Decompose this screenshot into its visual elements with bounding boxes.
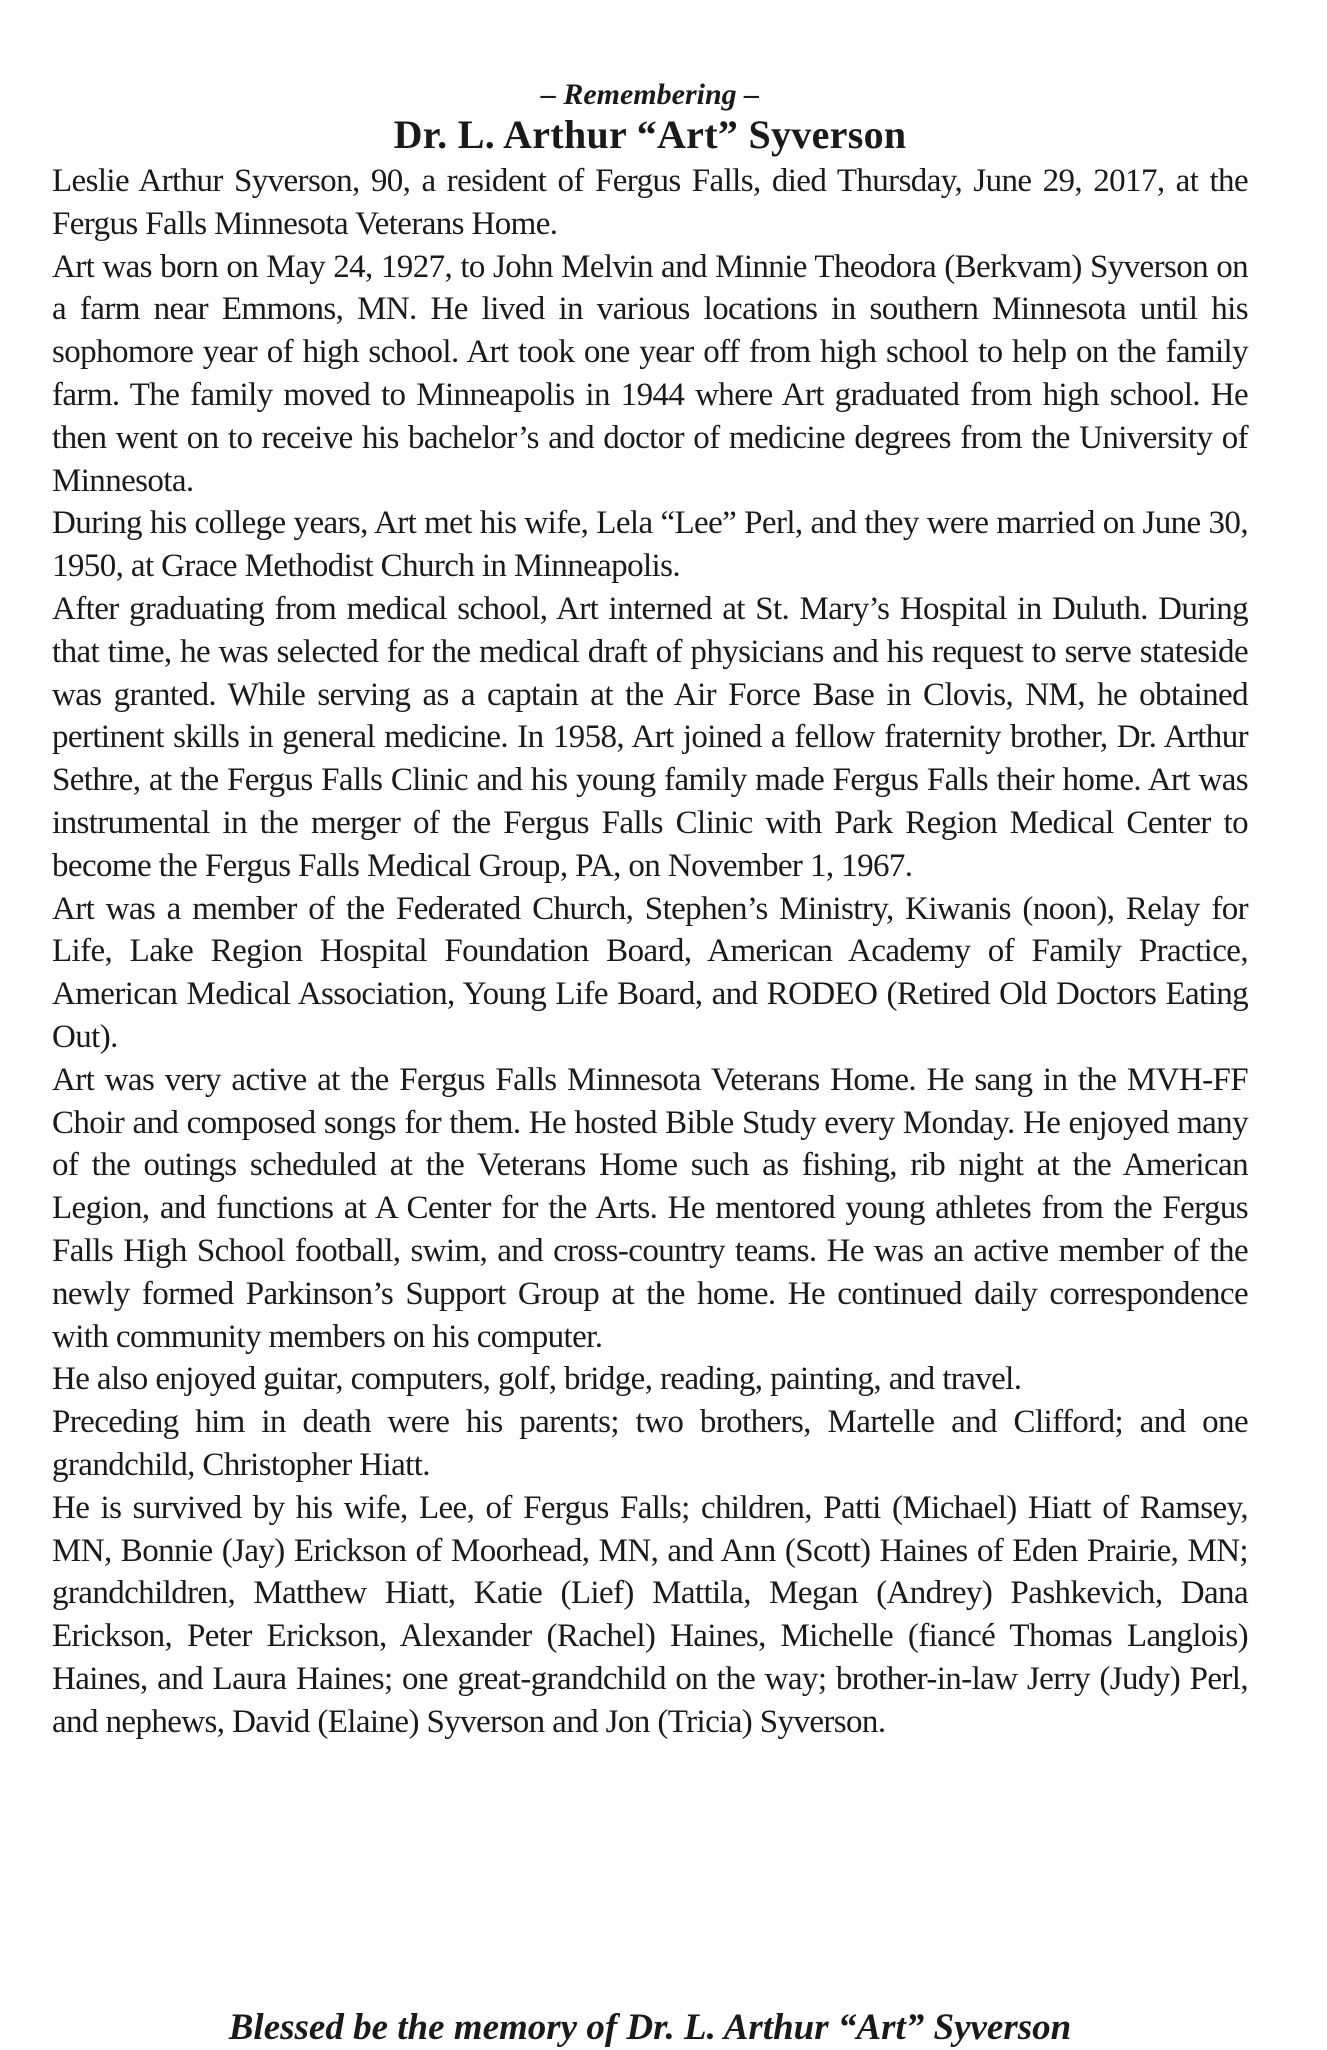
obituary-body bbox=[52, 160, 1248, 1743]
paragraph-marriage: During his college years, Art met his wife, Lela “Lee” Perl, and they were married on June 30, 1950, at Grace Methodist Church in Minneapolis. bbox=[52, 505, 1248, 585]
paragraph-career: After graduating from medical school, Art interned at St. Mary’s Hospital in Duluth. During that time, he was selected for the medical draft of physicians and his request to serve stateside was granted. While serving as a captain at the Air Force Base in Clovis, NM, he obtained pertinent skills in general medicine. In 1958, Art joined a fellow fraternity brother, Dr. Arthur Sethre, at the Fergus Falls Clinic and his young family made Fergus Falls their home. Art was instrumental in the merger of the Fergus Falls Clinic with Park Region Medical Center to become the Fergus Falls Medical Group, PA, on November 1, 1967. bbox=[52, 590, 1248, 884]
obituary-page bbox=[52, 78, 1248, 2048]
paragraph-veterans-home: Art was very active at the Fergus Falls Minnesota Veterans Home. He sang in the MVH-FF Choir and composed songs for them. He hosted Bible Study every Monday. He enjoyed many of the outings scheduled at the Veterans Home such as fishing, rib night at the American Legion, and functions at A Center for the Arts. He mentored young athletes from the Fergus Falls High School football, swim, and cross-country teams. He was an active member of the newly formed Parkinson’s Support Group at the home. He continued daily correspondence with community members on his computer. bbox=[52, 1061, 1248, 1355]
remembering-kicker: – Remembering – bbox=[540, 78, 760, 111]
paragraph-memberships: Art was a member of the Federated Church, Stephen’s Ministry, Kiwanis (noon), Relay for Life, Lake Region Hospital Foundation Board, American Academy of Family Practice, American Medical Association, Young Life Board, and RODEO (Retired Old Doctors Eating Out). bbox=[52, 890, 1248, 1055]
paragraph-early-life: Art was born on May 24, 1927, to John Melvin and Minnie Theodora (Berkvam) Syverson on a farm near Emmons, MN. He lived in various locations in southern Minnesota until his sophomore year of high school. Art took one year off from high school to help on the family farm. The family moved to Minneapolis in 1944 where Art graduated from high school. He then went on to receive his bachelor’s and doctor of medicine degrees from the University of Minnesota. bbox=[52, 248, 1248, 499]
paragraph-preceded: Preceding him in death were his parents; two brothers, Martelle and Clifford; and one grandchild, Christopher Hiatt. bbox=[52, 1404, 1248, 1483]
paragraph-hobbies: He also enjoyed guitar, computers, golf, bridge, reading, painting, and travel. bbox=[52, 1361, 1022, 1398]
closing-blessing: Blessed be the memory of Dr. L. Arthur “Art” Syverson bbox=[228, 2007, 1072, 2048]
paragraph-death-notice: Leslie Arthur Syverson, 90, a resident of Fergus Falls, died Thursday, June 29, 2017, at the Fergus Falls Minnesota Veterans Home. bbox=[52, 163, 1248, 242]
paragraph-survivors: He is survived by his wife, Lee, of Fergus Falls; children, Patti (Michael) Hiatt of Ramsey, MN, Bonnie (Jay) Erickson of Moorhead, MN, and Ann (Scott) Haines of Eden Prairie, MN; grandchildren, Matthew Hiatt, Katie (Lief) Mattila, Megan (Andrey) Pashkevich, Dana Erickson, Peter Erickson, Alexander (Rachel) Haines, Michelle (fiancé Thomas Langlois) Haines, and Laura Haines; one great-grandchild on the way; brother-in-law Jerry (Judy) Perl, and nephews, David (Elaine) Syverson and Jon (Tricia) Syverson. bbox=[52, 1489, 1248, 1740]
obituary-title: Dr. L. Arthur “Art” Syverson bbox=[393, 112, 907, 157]
